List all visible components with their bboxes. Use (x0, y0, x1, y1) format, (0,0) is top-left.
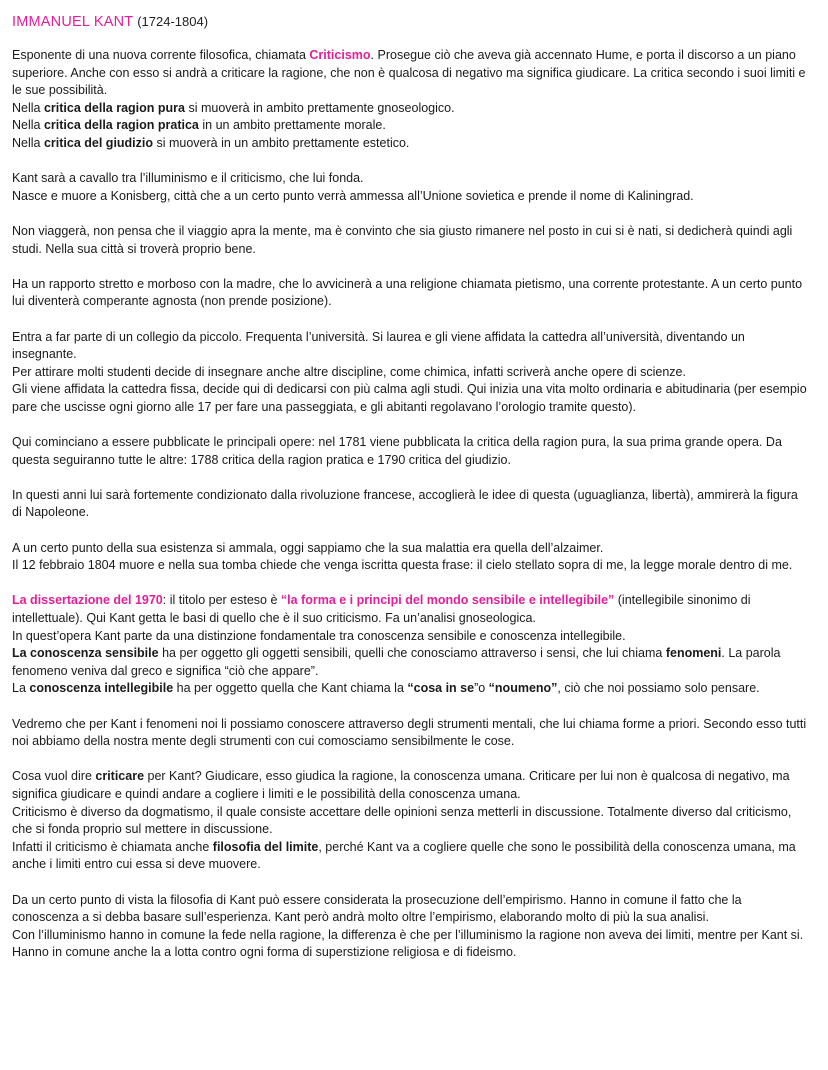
paragraph-education (12, 329, 808, 417)
text-line (12, 135, 808, 153)
paragraph-criticismo (12, 47, 808, 153)
text-line (12, 592, 808, 627)
bold-term: “cosa in se (407, 681, 475, 696)
text: La (12, 681, 30, 696)
text-line (12, 680, 808, 698)
text-line (12, 839, 808, 874)
paragraph-biography (12, 170, 808, 205)
text-line (12, 645, 808, 680)
paragraph-fenomeni: Vedremo che per Kant i fenomeni noi li possiamo conoscere attraverso degli strumenti mentali, che lui chiama forme a priori. Secondo esso tutti noi abbiamo della nostra mente degli strumenti con cui comosciamo sensibilmente le cose. (12, 716, 807, 749)
page-title (12, 10, 808, 33)
text-line (12, 768, 808, 803)
text: Nella (12, 135, 44, 150)
bold-term: “noumeno” (488, 681, 558, 696)
paragraph-criticare (12, 768, 808, 874)
bold-term: fenomeni (665, 646, 722, 661)
paragraph-empirismo (12, 892, 808, 962)
bold-term: conoscenza intellegibile (29, 681, 174, 696)
text: Esponente di una nuova corrente filosofica, chiamata (12, 48, 310, 62)
text-line (12, 117, 808, 135)
paragraph-revolution: In questi anni lui sarà fortemente condizionato dalla rivoluzione francese, accoglierà le idee di questa (uguaglianza, libertà), ammirerà la figura di Napoleone. (12, 487, 798, 520)
bold-term: critica della ragion pura (43, 100, 185, 115)
text: . Prosegue ciò che aveva già accennato Hume, e porta il discorso a un piano superiore. Anche con esso si andrà a criticare la ragione, che non è qualcosa di negativo ma significa giudicare. La critica secondo i suoi limiti e le sue possibilità. (12, 48, 806, 98)
text: Infatti il criticismo è chiamata anche (12, 839, 213, 854)
text: ha per oggetto quella che Kant chiama la (173, 681, 408, 696)
text-line: Da un certo punto di vista la filosofia di Kant può essere considerata la prosecuzione dell’empirismo. Hanno in comune il fatto che la conoscenza a si debba basare sull’esperienza. Kant però andrà molto oltre l’empirismo, elaborando molto di più la sua analisi. (12, 892, 742, 925)
text-line: Kant sarà a cavallo tra l’illuminismo e il criticismo, che lui fonda. (12, 171, 364, 186)
text: Nella (12, 118, 44, 133)
paragraph-death (12, 540, 808, 575)
highlight-title-quote: “la forma e i principi del mondo sensibile e intellegibile” (280, 593, 615, 608)
bold-term: criticare (95, 769, 145, 784)
text: ha per oggetto gli oggetti sensibili, quelli che conosciamo attraverso i sensi, che lui chiama (158, 646, 666, 661)
text: in un ambito prettamente morale. (198, 118, 386, 133)
text-line: Con l’illuminismo hanno in comune la fede nella ragione, la differenza è che per l’illuminismo la ragione non aveva dei limiti, mentre per Kant si. Hanno in comune anche la a lotta contro ogni forma di superstizione religiosa e di fideismo. (12, 927, 804, 960)
paragraph-mother: Ha un rapporto stretto e morboso con la madre, che lo avvicinerà a una religione chiamata pietismo, una corrente protestante. A un certo punto lui diventerà comperante agnosta (non prende posizione). (12, 276, 803, 309)
text-line (12, 47, 808, 100)
text-line: Il 12 febbraio 1804 muore e nella sua tomba chiede che venga iscritta questa frase: il cielo stellato sopra di me, la legge morale dentro di me. (12, 558, 793, 573)
text: si muoverà in un ambito prettamente estetico. (153, 135, 410, 150)
paragraph-travel: Non viaggerà, non pensa che il viaggio apra la mente, ma è convinto che sia giusto rimanere nel posto in cui si è nati, si dedicherà quindi agli studi. Nella sua città si troverà proprio bene. (12, 223, 793, 256)
bold-term: critica del giudizio (43, 135, 154, 150)
highlight-criticismo: Criticismo (309, 48, 371, 62)
text: (intellegibile sinonimo di intellettuale). Qui Kant getta le basi di quello che è il suo criticismo. Fa un’analisi gnoseologica. (12, 593, 751, 625)
highlight-dissertazione: La dissertazione del 1970 (12, 593, 163, 608)
bold-term: filosofia del limite (212, 839, 319, 854)
text-line (12, 100, 808, 118)
text: per Kant? Giudicare, esso giudica la ragione, la conoscenza umana. Criticare per lui non è qualcosa di negativo, ma significa giudicare e quindi andare a cogliere i limiti e le possibilità della conoscenza umana. (12, 769, 790, 801)
text-line: Entra a far parte di un collegio da piccolo. Frequenta l’università. Si laurea e gli viene affidata la cattedra all’università, diventando un insegnante. (12, 329, 745, 362)
bold-term: critica della ragion pratica (43, 118, 199, 133)
text: , ciò che noi possiamo solo pensare. (557, 681, 760, 696)
text: , perché Kant va a cogliere quelle che sono le possibilità della conoscenza umana, ma anche i limiti entro cui essa si deve muovere. (12, 839, 796, 872)
title-years: (1724-1804) (137, 14, 209, 29)
bold-term: La conoscenza sensibile (12, 646, 159, 661)
text-line: Criticismo è diverso da dogmatismo, il quale consiste accettare delle opinioni senza metterli in discussione. Totalmente diverso dal criticismo, che si fonda proprio sul mettere in discussione. (12, 804, 792, 837)
text: . La parola fenomeno veniva dal greco e significa “ciò che appare”. (12, 646, 781, 678)
text-line: In quest’opera Kant parte da una distinzione fondamentale tra conoscenza sensibile e conoscenza intellegibile. (12, 628, 626, 643)
text-line: A un certo punto della sua esistenza si ammala, oggi sappiamo che la sua malattia era quella dell’alzaimer. (12, 540, 604, 555)
text-line: Per attirare molti studenti decide di insegnare anche altre discipline, come chimica, infatti scriverà anche opere di scienze. (12, 364, 686, 379)
text-line: Nasce e muore a Konisberg, città che a un certo punto verrà ammessa all’Unione sovietica e prende il nome di Kaliningrad. (12, 188, 694, 203)
text: si muoverà in ambito prettamente gnoseologico. (184, 100, 455, 115)
text: ”o (474, 681, 489, 696)
paragraph-dissertazione (12, 592, 808, 698)
text: Nella (12, 100, 44, 115)
text: : il titolo per esteso è (162, 593, 281, 608)
title-name: IMMANUEL KANT (12, 14, 134, 30)
text: Cosa vuol dire (12, 769, 96, 784)
text-line: Gli viene affidata la cattedra fissa, decide qui di dedicarsi con più calma agli studi. Qui inizia una vita molto ordinaria e abitudinaria (per esempio pare che uscisse ogni giorno alle 17 per fare una passeggiata, e gli abitanti regolavano l’orologio tramite questo). (12, 382, 807, 414)
paragraph-works: Qui cominciano a essere pubblicate le principali opere: nel 1781 viene pubblicata la critica della ragion pura, la sua prima grande opera. Da questa seguiranno tutte le altre: 1788 critica della ragion pratica e 1790 critica del giudizio. (12, 435, 782, 467)
